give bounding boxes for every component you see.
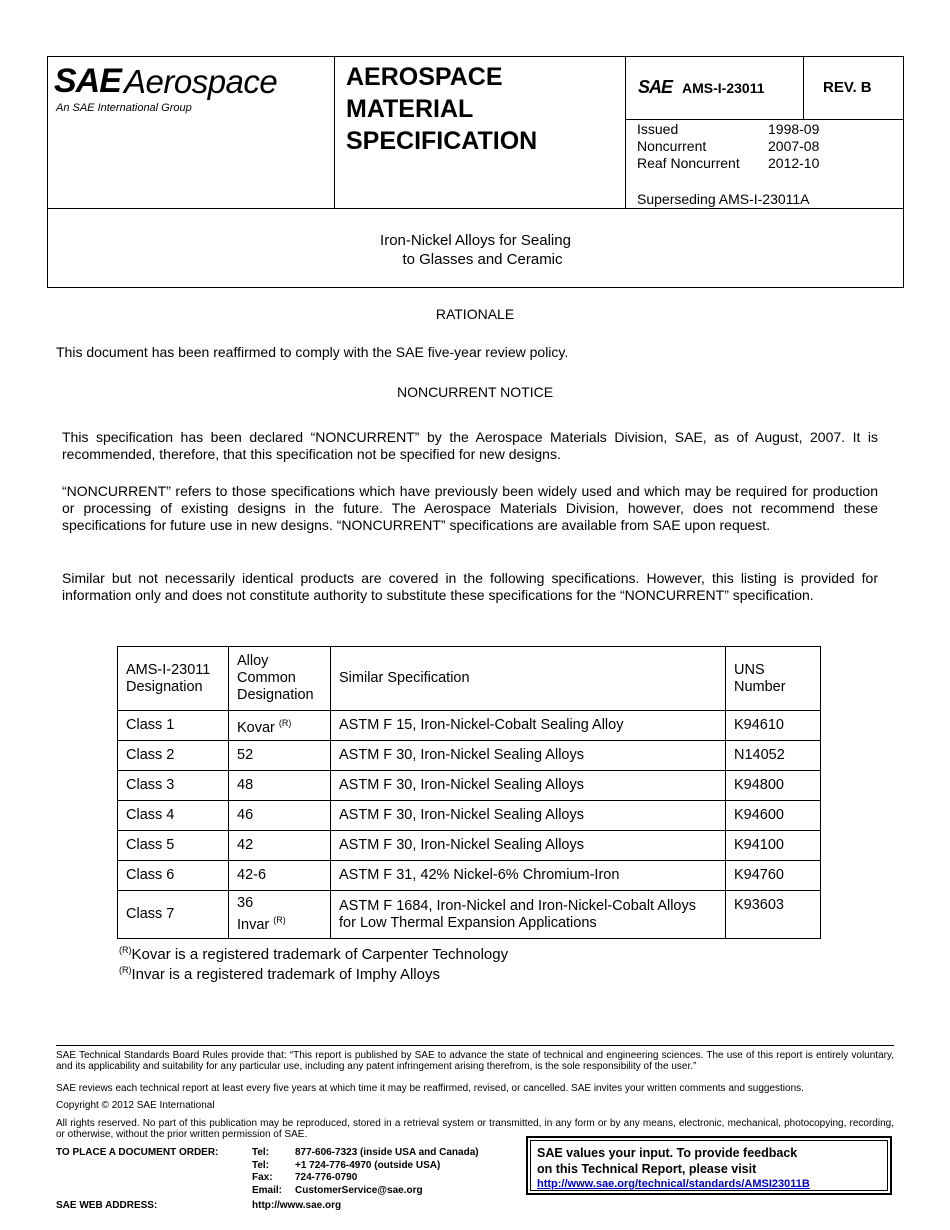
web-address-link[interactable]: http://www.sae.org (252, 1200, 342, 1211)
trademark-text: Kovar is a registered trademark of Carpenter Technology (131, 946, 509, 963)
cell-uns: K94610 (726, 711, 821, 741)
contact-key: Tel: (252, 1159, 270, 1171)
header-box (47, 56, 904, 288)
registered-mark: (R) (119, 945, 132, 955)
rationale-heading: RATIONALE (435, 306, 515, 322)
order-contacts (252, 1147, 479, 1198)
logo-word: Aerospace (124, 63, 278, 100)
similar-specifications-table (117, 646, 821, 939)
header-text: AMS-I-23011 (126, 661, 211, 678)
column-header-uns (726, 647, 821, 711)
issue-value: 2007-08 (768, 138, 820, 154)
issue-value: 1998-09 (768, 121, 820, 137)
alloy-name: Kovar (237, 719, 275, 736)
trademark-text: Invar is a registered trademark of Imphy Alloys (131, 966, 440, 983)
alloy-name: Invar (237, 916, 270, 933)
order-label: TO PLACE A DOCUMENT ORDER: (56, 1147, 219, 1158)
trademark-note (119, 945, 508, 963)
feedback-text: SAE values your input. To provide feedback (537, 1146, 798, 1160)
rationale-text: This document has been reaffirmed to comply with the SAE five-year review policy. (56, 344, 569, 360)
cell-alloy: 42 (229, 831, 331, 861)
header-column-divider (334, 57, 335, 208)
cell-alloy: 42-6 (229, 861, 331, 891)
header-text: Designation (126, 678, 203, 695)
noncurrent-paragraph: This specification has been declared “NONCURRENT” by the Aerospace Materials Division, SAE, as of August, 2007. It is recommended, therefore, that this specification not be specified for new designs. (62, 429, 878, 462)
cell-similar: ASTM F 30, Iron-Nickel Sealing Alloys (331, 801, 726, 831)
issue-row (637, 138, 819, 155)
document-number (638, 77, 765, 98)
similar-text: ASTM F 1684, Iron-Nickel and Iron-Nickel-Cobalt Alloys (339, 897, 696, 914)
cell-similar: ASTM F 15, Iron-Nickel-Cobalt Sealing Alloy (331, 711, 726, 741)
noncurrent-heading: NONCURRENT NOTICE (396, 384, 554, 400)
document-title-line: to Glasses and Ceramic (402, 251, 563, 268)
issue-value: 2012-10 (768, 155, 820, 171)
contact-value: 724-776-0790 (295, 1172, 358, 1184)
spec-type-title (346, 61, 537, 157)
cell-alloy: 52 (229, 741, 331, 771)
web-address-label: SAE WEB ADDRESS: (56, 1200, 158, 1211)
table-row (118, 831, 821, 861)
alloy-name: 36 (237, 895, 254, 912)
header-text: Common (237, 670, 296, 686)
feedback-link[interactable]: http://www.sae.org/technical/standards/AMSI23011B (537, 1178, 810, 1190)
header-text: Designation (237, 687, 314, 703)
spec-title-line: SPECIFICATION (346, 127, 538, 155)
cell-designation: Class 4 (118, 801, 229, 831)
table-row (118, 771, 821, 801)
document-number-text: AMS-I-23011 (682, 79, 765, 96)
column-header-similar: Similar Specification (331, 647, 726, 711)
feedback-box-inner (530, 1140, 888, 1191)
cell-uns: K94800 (726, 771, 821, 801)
registered-mark: (R) (278, 717, 292, 728)
feedback-box (526, 1136, 892, 1195)
cell-designation: Class 3 (118, 771, 229, 801)
column-header-designation (118, 647, 229, 711)
contact-row (252, 1147, 479, 1160)
header-column-divider (803, 57, 804, 119)
issue-row (637, 121, 819, 138)
cell-similar: ASTM F 30, Iron-Nickel Sealing Alloys (331, 831, 726, 861)
table-header-row (118, 647, 821, 711)
header-divider (48, 208, 903, 209)
noncurrent-paragraph: “NONCURRENT” refers to those specifications which have previously been widely used and which may be required for production or processing of existing designs in the future. The Aerospace Materials Division, however, does not recommend these specifications for future use in new designs. “NONCURRENT” specifications are available from SAE upon request. (62, 483, 878, 533)
header-column-divider (625, 57, 626, 208)
sae-mini-logo: SAE (638, 77, 673, 97)
cell-alloy: 48 (229, 771, 331, 801)
issue-row (637, 155, 819, 172)
contact-key: Tel: (252, 1147, 270, 1158)
contact-row (252, 1185, 479, 1198)
issue-label: Reaf Noncurrent (637, 155, 740, 171)
cell-alloy (229, 891, 331, 939)
contact-value: 877-606-7323 (inside USA and Canada) (295, 1147, 479, 1158)
cell-uns: K94100 (726, 831, 821, 861)
spec-title-line: AEROSPACE (346, 63, 503, 91)
table-row (118, 711, 821, 741)
contact-value: +1 724-776-4970 (outside USA) (295, 1159, 441, 1171)
cell-alloy (229, 711, 331, 741)
contact-row (252, 1160, 479, 1173)
spec-title-line: MATERIAL (346, 95, 474, 123)
revision-label: REV. B (823, 79, 872, 96)
alloy-name-line2 (237, 912, 322, 934)
table-row (118, 801, 821, 831)
document-title-line: Iron-Nickel Alloys for Sealing (380, 232, 571, 249)
cell-similar: ASTM F 31, 42% Nickel-6% Chromium-Iron (331, 861, 726, 891)
column-header-alloy (229, 647, 331, 711)
document-title (48, 231, 903, 269)
cell-designation: Class 2 (118, 741, 229, 771)
table-row (118, 891, 821, 939)
cell-similar (331, 891, 726, 939)
registered-mark: (R) (119, 965, 132, 975)
cell-uns: K93603 (726, 891, 821, 939)
header-text: Number (734, 678, 786, 695)
footer-rules-text: SAE Technical Standards Board Rules provide that: “This report is published by SAE to advance the state of technical and engineering sciences. The use of this report is entirely voluntary, and its applicability and suitability for any particular use, including any patent infringement arising therefrom, is the sole responsibility of the user.” (56, 1050, 894, 1072)
footer-rights-text: All rights reserved. No part of this publication may be reproduced, stored in a retrieval system or transmitted, in any form or by any means, electronic, mechanical, photocopying, recording, or otherwise, without the prior written permission of SAE. (56, 1118, 894, 1140)
similar-text: for Low Thermal Expansion Applications (339, 914, 597, 931)
cell-similar: ASTM F 30, Iron-Nickel Sealing Alloys (331, 741, 726, 771)
cell-similar: ASTM F 30, Iron-Nickel Sealing Alloys (331, 771, 726, 801)
issue-label: Noncurrent (637, 138, 707, 154)
header-text: UNS (734, 661, 765, 678)
cell-designation: Class 7 (118, 891, 229, 939)
header-text: Alloy (237, 653, 269, 669)
cell-designation: Class 5 (118, 831, 229, 861)
cell-alloy: 46 (229, 801, 331, 831)
footer-copyright: Copyright © 2012 SAE International (56, 1100, 215, 1111)
table-row (118, 861, 821, 891)
logo-tagline: An SAE International Group (56, 102, 192, 114)
cell-designation: Class 6 (118, 861, 229, 891)
contact-row (252, 1172, 479, 1185)
issue-label: Issued (637, 121, 679, 137)
cell-uns: N14052 (726, 741, 821, 771)
footer-rule (56, 1045, 894, 1046)
noncurrent-paragraph: Similar but not necessarily identical products are covered in the following specifications. However, this listing is provided for information only and does not constitute authority to substitute these specifications for the “NONCURRENT” specification. (62, 570, 878, 603)
feedback-text: on this Technical Report, please visit (537, 1162, 757, 1176)
table-row (118, 741, 821, 771)
cell-uns: K94600 (726, 801, 821, 831)
contact-key: Fax: (252, 1172, 273, 1184)
footer-review-text: SAE reviews each technical report at least every five years at which time it may be reaffirmed, revised, or cancelled. SAE invites your written comments and suggestions. (56, 1083, 804, 1094)
cell-uns: K94760 (726, 861, 821, 891)
contact-email[interactable]: CustomerService@sae.org (295, 1185, 423, 1197)
cell-designation: Class 1 (118, 711, 229, 741)
logo-brand: SAE (54, 62, 121, 100)
issue-dates (637, 121, 819, 172)
sae-aerospace-logo (54, 62, 324, 122)
registered-mark: (R) (273, 915, 286, 926)
header-row-divider (625, 119, 903, 120)
superseding-note: Superseding AMS-I-23011A (637, 191, 810, 207)
trademark-note (119, 965, 440, 983)
contact-key: Email: (252, 1185, 283, 1197)
